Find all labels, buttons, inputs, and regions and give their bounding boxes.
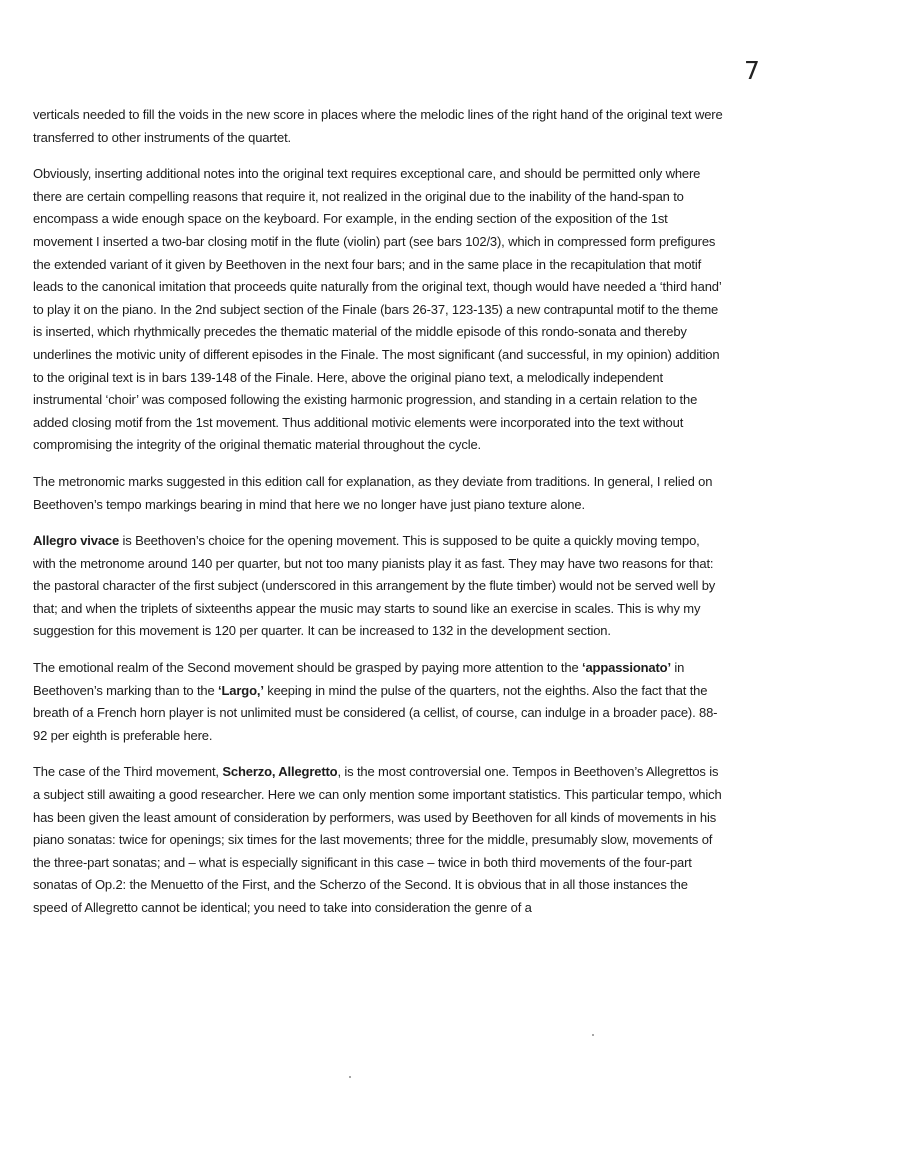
scan-speck — [349, 1076, 351, 1078]
paragraph — [33, 104, 723, 149]
text-run: keeping in mind the pulse of the quarters, not the eighths. Also the fact that the breath of a French horn player is not unlimited must be considered (a cellist, of course, can indulge in a broader pace). 88-92 per eighth is preferable here. — [33, 682, 718, 743]
bold-term: ‘Largo,’ — [218, 682, 264, 698]
scan-speck — [592, 1034, 594, 1036]
page-number: 7 — [744, 56, 760, 85]
bold-term: Scherzo, Allegretto — [222, 764, 338, 780]
paragraph — [33, 471, 723, 516]
paragraph — [33, 530, 723, 643]
text-run: is Beethoven’s choice for the opening movement. This is supposed to be quite a quickly moving tempo, with the metronome around 140 per quarter, but not too many pianists play it as fast. They may have two reasons for that: the pastoral character of the first subject (underscored in this arrangement by the flute timber) would not be served well by that; and when the triplets of sixteenths appear the music may starts to sound like an exercise in scales. This is why my suggestion for this movement is 120 per quarter. It can be increased to 132 in the development section. — [33, 533, 716, 639]
text-run: The case of the Third movement, — [33, 764, 223, 780]
paragraph — [33, 657, 723, 747]
text-run: in Beethoven’s marking than to the — [33, 660, 685, 698]
body-text — [33, 104, 723, 934]
text-run: , is the most controversial one. Tempos in Beethoven’s Allegrettos is a subject still awaiting a good researcher. Here we can only mention some important statistics. This particular tempo, which has been given the least amount of consideration by performers, was used by Beethoven for all kinds of movements in his piano sonatas: twice for openings; six times for the last movements; three for the middle, presumably slow, movements of the three-part sonatas; and – what is especially significant in this case – twice in both third movements of the four-part sonatas of Op.2: the Menuetto of the First, and the Scherzo of the Second. It is obvious that in all those instances the speed of Allegretto cannot be identical; you need to take into consideration the genre of a — [33, 764, 722, 915]
text-run: The emotional realm of the Second movement should be grasped by paying more attention to the — [33, 660, 582, 676]
bold-term: Allegro vivace — [33, 533, 120, 549]
bold-term: ‘appassionato’ — [582, 660, 671, 676]
text-run: Obviously, inserting additional notes into the original text requires exceptional care, and should be permitted only where there are certain compelling reasons that require it, not realized in the original due to the inability of the hand-span to encompass a wide enough space on the keyboard. For example, in the ending section of the exposition of the 1st movement I inserted a two-bar closing motif in the flute (violin) part (see bars 102/3), which in compressed form prefigures the extended variant of it given by Beethoven in the next four bars; and in the same place in the recapitulation that motif leads to the canonical imitation that proceeds quite naturally from the original text, though would have needed a ‘third hand’ to play it on the piano. In the 2nd subject section of the Finale (bars 26-37, 123-135) a new contrapuntal motif to the theme is inserted, which rhythmically precedes the thematic material of the middle episode of this rondo-sonata and thereby underlines the motivic unity of different episodes in the Finale. The most significant (and successful, in my opinion) addition to the original text is in bars 139-148 of the Finale. Here, above the original piano text, a melodically independent instrumental ‘choir’ was composed following the existing harmonic progression, and standing in a certain relation to the added closing motif from the 1st movement. Thus additional motivic elements were incorporated into the text without compromising the integrity of the original thematic material throughout the cycle. — [33, 166, 722, 453]
paragraph — [33, 761, 723, 919]
text-run: The metronomic marks suggested in this edition call for explanation, as they deviate from traditions. In general, I relied on Beethoven’s tempo markings bearing in mind that here we no longer have just piano texture alone. — [33, 473, 713, 512]
paragraph — [33, 163, 723, 457]
text-run: verticals needed to fill the voids in the new score in places where the melodic lines of the right hand of the original text were transferred to other instruments of the quartet. — [33, 107, 723, 145]
